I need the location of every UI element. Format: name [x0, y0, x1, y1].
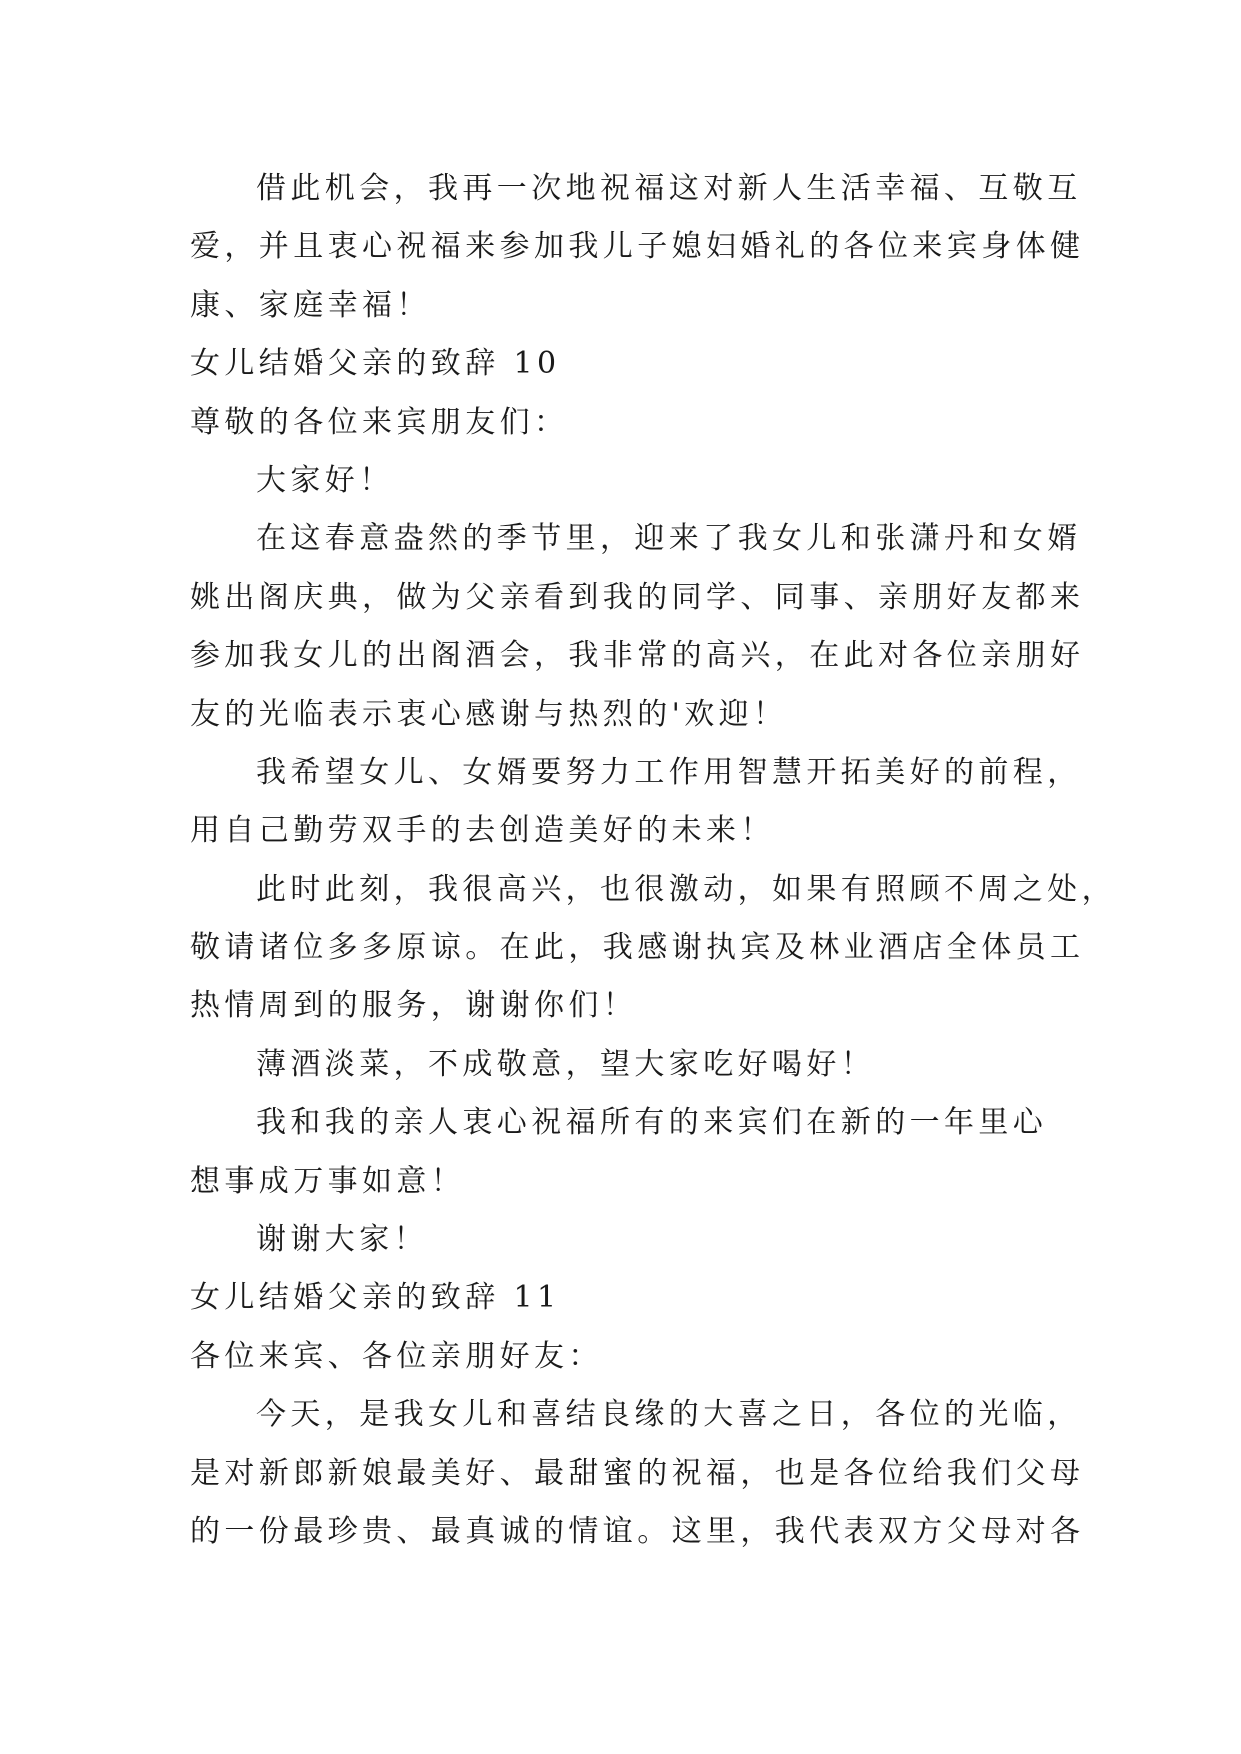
paragraph-line: 想事成万事如意！	[190, 1163, 466, 1199]
paragraph-line: 薄酒淡菜，不成敬意，望大家吃好喝好！	[256, 1046, 876, 1082]
paragraph-line: 我希望女儿、女婿要努力工作用智慧开拓美好的前程，	[256, 754, 1082, 790]
paragraph-line: 姚出阁庆典，做为父亲看到我的同学、同事、亲朋好友都来	[190, 579, 1085, 615]
paragraph-line: 参加我女儿的出阁酒会，我非常的高兴，在此对各位亲朋好	[190, 638, 1085, 674]
paragraph-line: 是对新郎新娘最美好、最甜蜜的祝福，也是各位给我们父母	[190, 1455, 1085, 1491]
paragraph-line: 此时此刻，我很高兴，也很激动，如果有照顾不周之处，	[256, 871, 1116, 907]
paragraph-line: 用自己勤劳双手的去创造美好的未来！	[190, 813, 775, 849]
paragraph-line: 敬请诸位多多原谅。在此，我感谢执宾及林业酒店全体员工	[190, 930, 1085, 966]
paragraph-line: 康、家庭幸福！	[190, 287, 431, 323]
salutation-line: 各位来宾、各位亲朋好友：	[190, 1338, 603, 1374]
paragraph-line: 我和我的亲人衷心祝福所有的来宾们在新的一年里心	[256, 1105, 1048, 1141]
paragraph-line: 谢谢大家！	[256, 1222, 428, 1258]
document-body	[190, 160, 1116, 1561]
section-heading: 女儿结婚父亲的致辞 10	[190, 346, 561, 382]
paragraph-line: 热情周到的服务，谢谢你们！	[190, 988, 638, 1024]
paragraph-line: 今天，是我女儿和喜结良缘的大喜之日，各位的光临，	[256, 1397, 1082, 1433]
salutation-line: 尊敬的各位来宾朋友们：	[190, 404, 569, 440]
paragraph-line: 的一份最珍贵、最真诚的情谊。这里，我代表双方父母对各	[190, 1513, 1085, 1549]
paragraph-line: 友的光临表示衷心感谢与热烈的'欢迎！	[190, 696, 788, 732]
paragraph-line: 在这春意盎然的季节里，迎来了我女儿和张潇丹和女婿	[256, 521, 1082, 557]
paragraph-line: 借此机会，我再一次地祝福这对新人生活幸福、互敬互	[256, 171, 1082, 206]
paragraph-line: 大家好！	[256, 462, 394, 498]
section-heading: 女儿结婚父亲的致辞 11	[190, 1280, 561, 1316]
paragraph-line: 爱，并且衷心祝福来参加我儿子媳妇婚礼的各位来宾身体健	[190, 229, 1085, 265]
